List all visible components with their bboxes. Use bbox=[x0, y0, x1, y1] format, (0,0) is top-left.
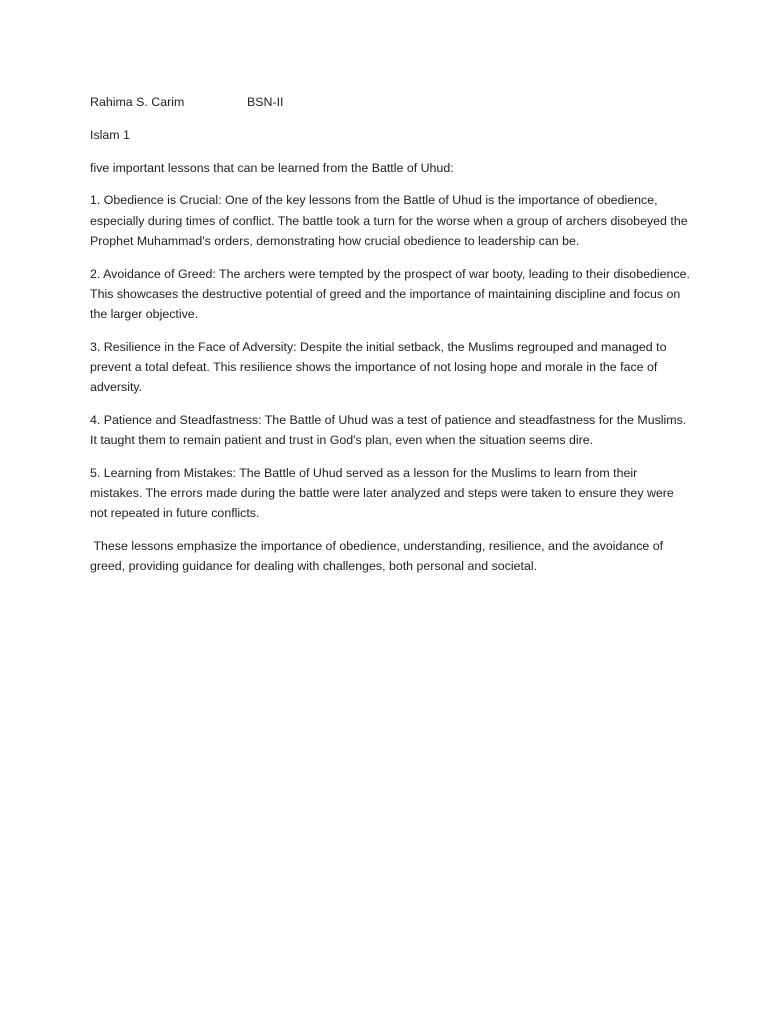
lesson-paragraph: 2. Avoidance of Greed: The archers were tempted by the prospect of war booty, leading to their disobedience. This showcases the destructive potential of greed and the importance of maintaining discipline and focus on the larger objective. bbox=[90, 266, 690, 321]
lesson-paragraph: 4. Patience and Steadfastness: The Battle of Uhud was a test of patience and steadfastness for the Muslims. It taught them to remain patient and trust in God's plan, even when the situation seems dire. bbox=[90, 412, 687, 447]
document-header bbox=[90, 92, 690, 112]
student-name: Rahima S. Carim bbox=[90, 95, 185, 109]
intro-paragraph: five important lessons that can be learned from the Battle of Uhud: bbox=[90, 160, 454, 175]
subject-title: Islam 1 bbox=[90, 128, 130, 142]
lesson-paragraph: 3. Resilience in the Face of Adversity: Despite the initial setback, the Muslims regrouped and managed to prevent a total defeat. This resilience shows the importance of not losing hope and morale in the face of adversity. bbox=[90, 339, 667, 395]
document-body bbox=[90, 92, 690, 589]
lesson-paragraph: 5. Learning from Mistakes: The Battle of Uhud served as a lesson for the Muslims to learn from their mistakes. The errors made during the battle were later analyzed and steps were taken to ensure they were not repeated in future conflicts. bbox=[90, 465, 674, 521]
lesson-paragraph: 1. Obedience is Crucial: One of the key lessons from the Battle of Uhud is the importance of obedience, especially during times of conflict. The battle took a turn for the worse when a group of archers disobeyed the Prophet Muhammad's orders, demonstrating how crucial obedience to leadership can be. bbox=[90, 193, 688, 248]
conclusion-paragraph: These lessons emphasize the importance of obedience, understanding, resilience, and the avoidance of greed, providing guidance for dealing with challenges, both personal and societal. bbox=[90, 538, 667, 573]
course-section: BSN-II bbox=[247, 95, 284, 109]
